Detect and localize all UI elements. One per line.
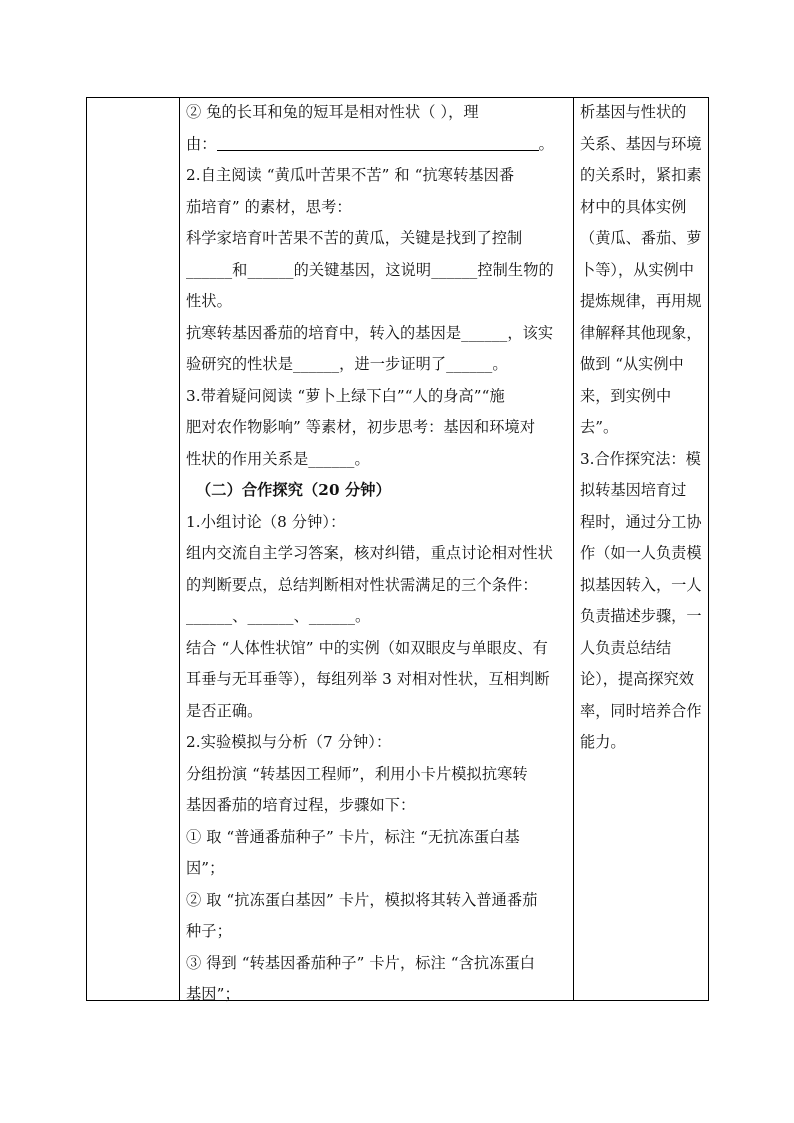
reason-label: 由： (186, 134, 217, 153)
text-line: 基因番茄的培育过程，步骤如下： (186, 796, 416, 814)
note-line: 拟转基因培育过 (580, 481, 687, 499)
note-line: 论），提高探究效 (580, 670, 694, 688)
answer-blank (217, 134, 539, 151)
text-line: 因”； (186, 859, 225, 877)
text-line: 抗寒转基因番茄的培育中，转入的基因是______，该实 (186, 323, 554, 342)
text-line: 2.实验模拟与分析（7 分钟）： (186, 733, 392, 751)
note-line: 程时，通过分工协 (580, 512, 702, 531)
note-line: 关系、基因与环境 (580, 134, 702, 153)
note-line: 能力。 (580, 733, 626, 751)
text-line: ② 取 “抗冻蛋白基因” 卡片，模拟将其转入普通番茄 (186, 890, 538, 909)
note-line: 卜等），从实例中 (580, 260, 694, 279)
activity-column (186, 97, 570, 1011)
text-line: 耳垂与无耳垂等），每组列举 3 对相对性状，互相判断 (186, 670, 550, 688)
text-line: ______、______、______。 (186, 607, 371, 625)
text-line: 肥对农作物影响” 等素材，初步思考：基因和环境对 (186, 418, 536, 436)
note-line: 拟基因转入，一人 (580, 575, 702, 594)
note-line: 做到 “从实例中 (580, 355, 684, 373)
text-line: 3.带着疑问阅读 “萝卜上绿下白”“人的身高”“施 (186, 386, 505, 405)
text-line: 结合 “人体性状馆” 中的实例（如双眼皮与单眼皮、有 (186, 638, 548, 657)
note-line: 材中的具体实例 (580, 197, 687, 216)
text-line: ① 取 “普通番茄种子” 卡片，标注 “无抗冻蛋白基 (186, 827, 520, 846)
note-line: 人负责总结结 (580, 638, 672, 657)
column-divider-right (573, 98, 574, 1000)
reason-end: 。 (538, 134, 554, 153)
text-line: 是否正确。 (186, 701, 263, 720)
text-line: ② 兔的长耳和兔的短耳是相对性状（ ），理 (186, 103, 479, 121)
note-line: （黄瓜、番茄、萝 (580, 229, 702, 247)
text-line (186, 129, 570, 161)
note-line: 负责描述步骤，一 (580, 607, 702, 625)
text-line: 1.小组讨论（8 分钟）： (186, 512, 346, 531)
note-line: 来，到实例中 (580, 386, 672, 405)
text-line: 2.自主阅读 “黄瓜叶苦果不苦” 和 “抗寒转基因番 (186, 166, 515, 184)
section-heading: （二）合作探究（20 分钟） (196, 481, 391, 499)
text-line: 茄培育” 的素材，思考： (186, 197, 352, 216)
text-line: 验研究的性状是______，进一步证明了______。 (186, 355, 508, 373)
note-line: 的关系时，紧扣素 (580, 166, 702, 184)
text-line: 基因”； (186, 985, 240, 1003)
note-line: 作（如一人负责模 (580, 544, 702, 562)
text-line: 分组扮演 “转基因工程师”，利用小卡片模拟抗寒转 (186, 764, 528, 783)
text-line: ③ 得到 “转基因番茄种子” 卡片，标注 “含抗冻蛋白 (186, 953, 536, 972)
text-line: 科学家培育叶苦果不苦的黄瓜，关键是找到了控制 (186, 229, 523, 247)
text-line: 性状的作用关系是______。 (186, 449, 370, 468)
text-line: ______和______的关键基因，这说明______控制生物的 (186, 260, 554, 279)
text-line: 性状。 (186, 292, 232, 310)
design-intent-column (580, 97, 704, 759)
text-line: 组内交流自主学习答案，核对纠错，重点讨论相对性状 (186, 544, 553, 562)
note-line: 律解释其他现象， (580, 323, 702, 342)
note-line: 率，同时培养合作 (580, 701, 702, 720)
note-line: 去”。 (580, 418, 619, 436)
note-line: 提炼规律，再用规 (580, 292, 702, 310)
note-line: 3.合作探究法：模 (580, 449, 701, 468)
column-divider-left (179, 98, 180, 1000)
text-line: 种子； (186, 922, 232, 940)
text-line: 的判断要点，总结判断相对性状需满足的三个条件： (186, 575, 538, 594)
note-line: 析基因与性状的 (580, 103, 687, 121)
